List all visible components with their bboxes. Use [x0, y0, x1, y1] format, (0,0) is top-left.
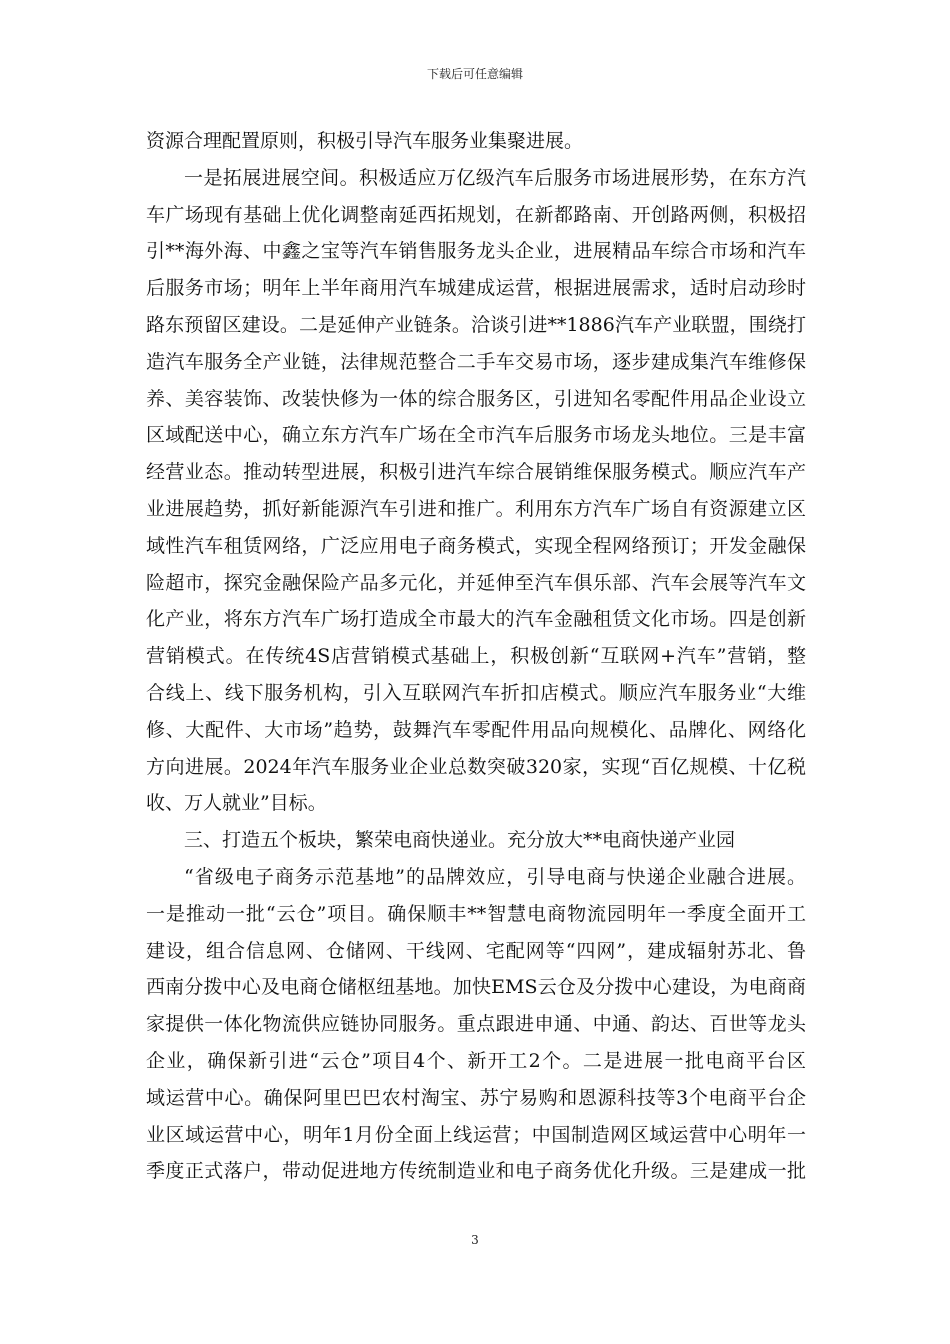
text-line: 一是推动一批“云仓”项目。确保顺丰**智慧电商物流园明年一季度全面开工: [146, 902, 806, 925]
text-line: 经营业态。推动转型进展，积极引进汽车综合展销维保服务模式。顺应汽车产: [146, 461, 806, 484]
page-header: 下载后可任意编辑: [426, 67, 523, 81]
text-line: 后服务市场；明年上半年商用汽车城建成运营，根据进展需求，适时启动珍时: [146, 277, 806, 300]
text-line: 建设，组合信息网、仓储网、干线网、宅配网等“四网”，建成辐射苏北、鲁: [146, 939, 806, 962]
text-line: 造汽车服务全产业链，法律规范整合二手车交易市场，逐步建成集汽车维修保: [146, 350, 806, 373]
text-line: 路东预留区建设。二是延伸产业链条。洽谈引进**1886汽车产业联盟，围绕打: [146, 313, 806, 336]
text-line: 资源合理配置原则，积极引导汽车服务业集聚进展。: [146, 130, 584, 152]
text-line: 养、美容装饰、改装快修为一体的综合服务区，引进知名零配件用品企业设立: [146, 387, 806, 410]
text-line: 业进展趋势，抓好新能源汽车引进和推广。利用东方汽车广场自有资源建立区: [146, 497, 806, 520]
text-line: 家提供一体化物流供应链协同服务。重点跟进申通、中通、韵达、百世等龙头: [146, 1013, 806, 1036]
text-line: 修、大配件、大市场”趋势，鼓舞汽车零配件用品向规模化、品牌化、网络化: [146, 718, 806, 741]
text-line: 营销模式。在传统4S店营销模式基础上，积极创新“互联网+汽车”营销，整: [146, 645, 806, 668]
text-line: 三、打造五个板块，繁荣电商快递业。充分放大**电商快递产业园: [184, 829, 736, 852]
document-body: [146, 123, 806, 1190]
text-line: 域性汽车租赁网络，广泛应用电子商务模式，实现全程网络预订；开发金融保: [146, 534, 806, 557]
text-line: 季度正式落户，带动促进地方传统制造业和电子商务优化升级。三是建成一批: [146, 1160, 806, 1183]
text-line: 业区域运营中心，明年1月份全面上线运营；中国制造网区域运营中心明年一: [146, 1123, 806, 1146]
text-line: 化产业，将东方汽车广场打造成全市最大的汽车金融租赁文化市场。四是创新: [146, 608, 806, 631]
text-line: 收、万人就业”目标。: [146, 792, 327, 815]
page-number: 3: [471, 1233, 479, 1247]
text-line: 险超市，探究金融保险产品多元化，并延伸至汽车俱乐部、汽车会展等汽车文: [146, 571, 806, 594]
text-line: 域运营中心。确保阿里巴巴农村淘宝、苏宁易购和恩源科技等3个电商平台企: [146, 1086, 806, 1109]
text-line: 合线上、线下服务机构，引入互联网汽车折扣店模式。顺应汽车服务业“大维: [146, 681, 806, 704]
text-line: 车广场现有基础上优化调整南延西拓规划，在新都路南、开创路两侧，积极招: [146, 203, 806, 226]
text-line: 区域配送中心，确立东方汽车广场在全市汽车后服务市场龙头地位。三是丰富: [146, 424, 806, 447]
text-line: “省级电子商务示范基地”的品牌效应，引导电商与快递企业融合进展。: [184, 865, 806, 888]
text-line: 西南分拨中心及电商仓储枢纽基地。加快EMS云仓及分拨中心建设，为电商商: [146, 976, 806, 999]
text-line: 企业，确保新引进“云仓”项目4个、新开工2个。二是进展一批电商平台区: [146, 1049, 806, 1072]
text-line: 方向进展。2024年汽车服务业企业总数突破320家，实现“百亿规模、十亿税: [146, 755, 806, 778]
text-line: 一是拓展进展空间。积极适应万亿级汽车后服务市场进展形势，在东方汽: [184, 166, 806, 189]
text-line: 引**海外海、中鑫之宝等汽车销售服务龙头企业，进展精品车综合市场和汽车: [146, 240, 806, 263]
